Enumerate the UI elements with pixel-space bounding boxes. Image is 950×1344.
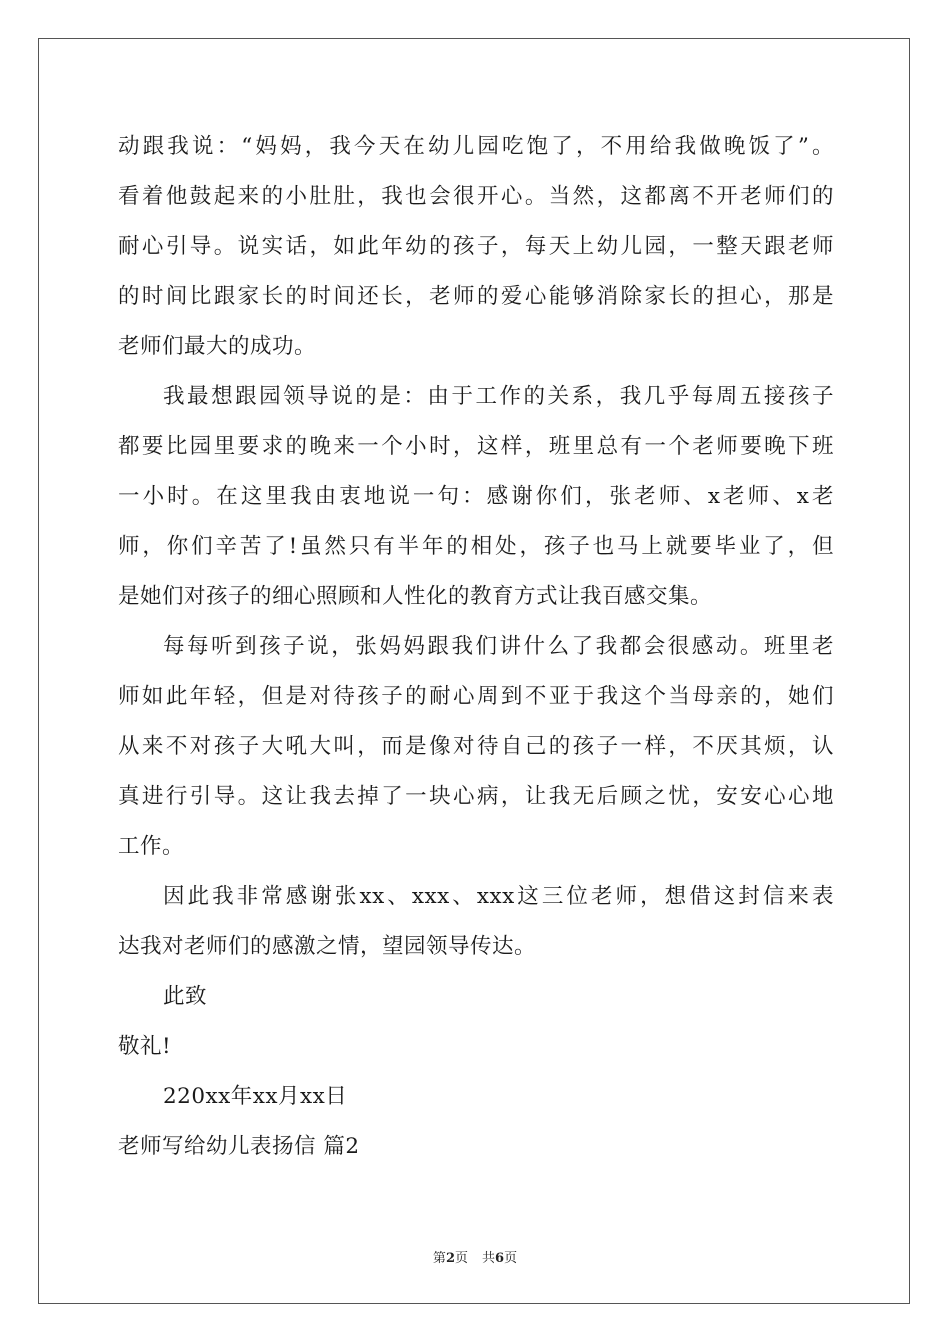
text-line: 因此我非常感谢张xx、xxx、xxx这三位老师，想借这封信来表: [163, 884, 834, 909]
text-line: 每每听到孩子说，张妈妈跟我们讲什么了我都会很感动。班里老: [163, 634, 834, 659]
text-line: 真进行引导。这让我去掉了一块心病，让我无后顾之忧，安安心心地: [118, 784, 834, 809]
text-line: 老师们最大的成功。: [118, 334, 317, 359]
text-line: 一小时。在这里我由衷地说一句：感谢你们，张老师、x老师、x老: [118, 484, 834, 509]
text-line: 达我对老师们的感激之情，望园领导传达。: [118, 934, 537, 959]
text-line: 的时间比跟家长的时间还长，老师的爱心能够消除家长的担心，那是: [118, 284, 834, 309]
text-line: 工作。: [118, 834, 185, 859]
paragraph: [118, 372, 834, 622]
page-total-prefix: 共: [482, 1251, 496, 1266]
page-total-suffix: 页: [504, 1251, 518, 1266]
paragraph: [118, 872, 834, 972]
paragraph: [118, 622, 834, 872]
text-line: 都要比园里要求的晚来一个小时，这样，班里总有一个老师要晚下班: [118, 434, 834, 459]
paragraph: [118, 972, 834, 1022]
text-line: 220xx年xx月xx日: [163, 1084, 348, 1109]
text-line: 动跟我说：“妈妈，我今天在幼儿园吃饱了，不用给我做晚饭了”。: [118, 134, 834, 159]
text-line: 师，你们辛苦了!虽然只有半年的相处，孩子也马上就要毕业了，但: [118, 534, 834, 559]
text-line: 敬礼!: [118, 1034, 172, 1059]
text-line: 我最想跟园领导说的是：由于工作的关系，我几乎每周五接孩子: [163, 384, 834, 409]
page-footer: [0, 1247, 950, 1266]
paragraph: [118, 1022, 834, 1072]
page-number-suffix: 页: [454, 1251, 468, 1266]
text-line: 此致: [163, 984, 208, 1009]
page-total: 6: [495, 1251, 505, 1266]
paragraph: [118, 1072, 834, 1122]
text-line: 师如此年轻，但是对待孩子的耐心周到不亚于我这个当母亲的，她们: [118, 684, 834, 709]
text-line: 从来不对孩子大吼大叫，而是像对待自己的孩子一样，不厌其烦，认: [118, 734, 834, 759]
text-line: 看着他鼓起来的小肚肚，我也会很开心。当然，这都离不开老师们的: [118, 184, 834, 209]
page-number-prefix: 第: [432, 1251, 446, 1266]
text-line: 是她们对孩子的细心照顾和人性化的教育方式让我百感交集。: [118, 584, 713, 609]
text-line: 耐心引导。说实话，如此年幼的孩子，每天上幼儿园，一整天跟老师: [118, 234, 834, 259]
text-line: 老师写给幼儿表扬信 篇2: [118, 1134, 360, 1159]
page-number-current: 2: [445, 1251, 455, 1266]
document-body: [118, 122, 834, 1172]
paragraph: [118, 122, 834, 372]
paragraph: [118, 1122, 834, 1172]
